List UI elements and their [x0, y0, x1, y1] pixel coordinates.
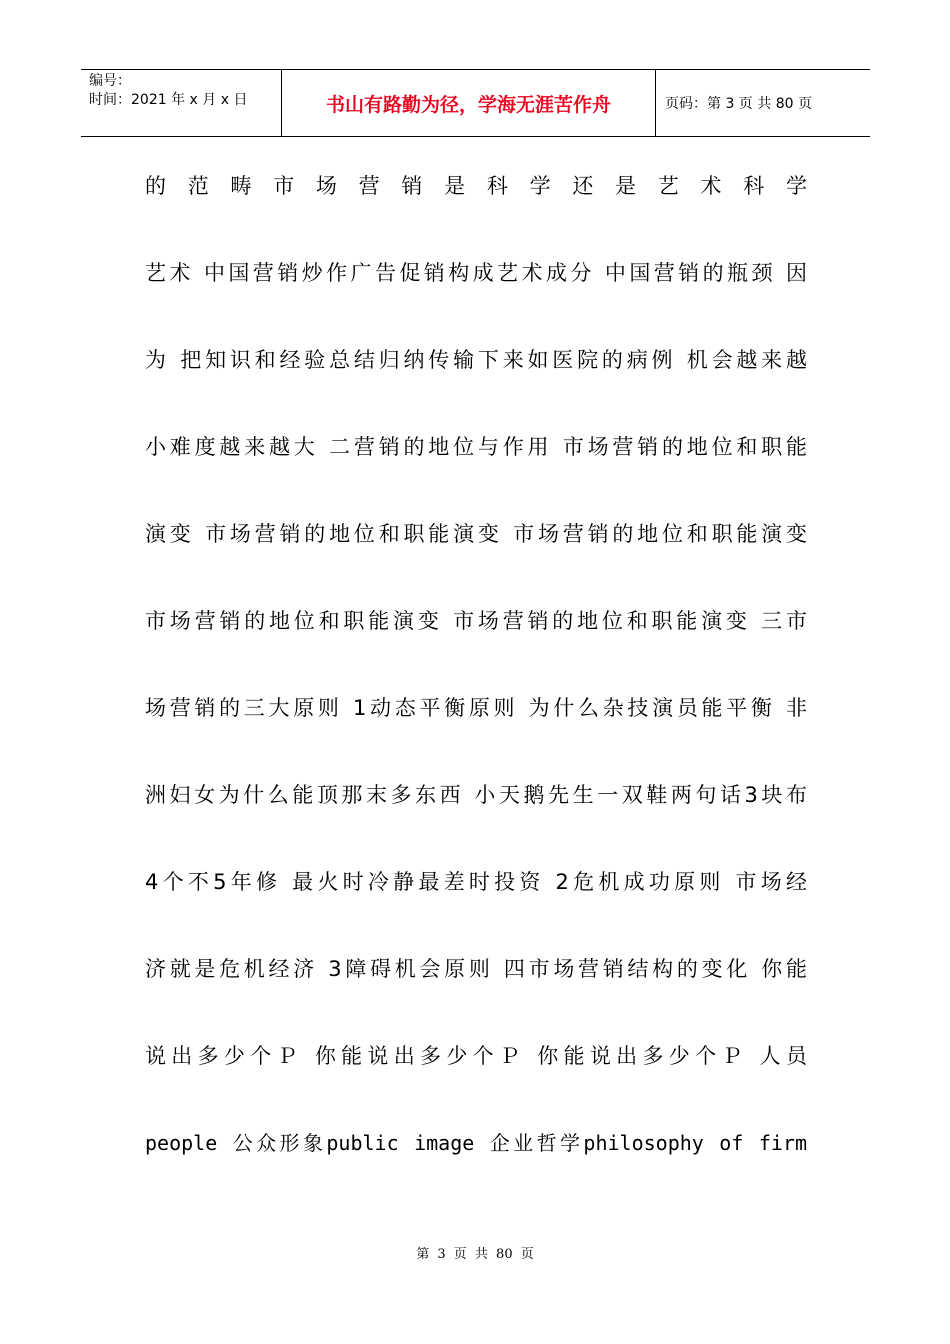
header-page-code: 页码：第 3 页 共 80 页 — [665, 96, 812, 112]
page-footer: 第 3 页 共 80 页 — [416, 1247, 534, 1262]
body-line: 场营销的三大原则 1动态平衡原则 为什么杂技演员能平衡 非 — [145, 696, 807, 720]
body-line: 市场营销的地位和职能演变 市场营销的地位和职能演变 三市 — [145, 609, 807, 633]
body-line: people 公众形象public image 企业哲学philosophy of firm — [145, 1131, 807, 1155]
document-number-label: 编号： — [89, 73, 131, 89]
body-line: 艺术 中国营销炒作广告促销构成艺术成分 中国营销的瓶颈 因 — [145, 261, 807, 285]
body-line: 济就是危机经济 3障碍机会原则 四市场营销结构的变化 你能 — [145, 957, 807, 981]
body-line: 4个不5年修 最火时冷静最差时投资 2危机成功原则 市场经 — [145, 870, 807, 894]
page-header — [81, 69, 870, 137]
header-motto: 书山有路勤为径，学海无涯苦作舟 — [325, 94, 611, 116]
header-motto-cell — [281, 70, 656, 136]
header-meta-cell — [81, 70, 281, 136]
body-line: 为 把知识和经验总结归纳传输下来如医院的病例 机会越来越 — [145, 348, 807, 372]
header-page-cell — [655, 70, 870, 136]
body-line: 洲妇女为什么能顶那末多东西 小天鹅先生一双鞋两句话3块布 — [145, 783, 807, 807]
document-date-label: 时间：2021 年 x 月 x 日 — [89, 92, 248, 108]
body-line: 演变 市场营销的地位和职能演变 市场营销的地位和职能演变 — [145, 522, 807, 546]
body-line: 说出多少个Ｐ 你能说出多少个Ｐ 你能说出多少个Ｐ 人员 — [145, 1044, 807, 1068]
body-line: 小难度越来越大 二营销的地位与作用 市场营销的地位和职能 — [145, 435, 807, 459]
body-line: 的 范 畴 市 场 营 销 是 科 学 还 是 艺 术 科 学 — [145, 174, 807, 198]
